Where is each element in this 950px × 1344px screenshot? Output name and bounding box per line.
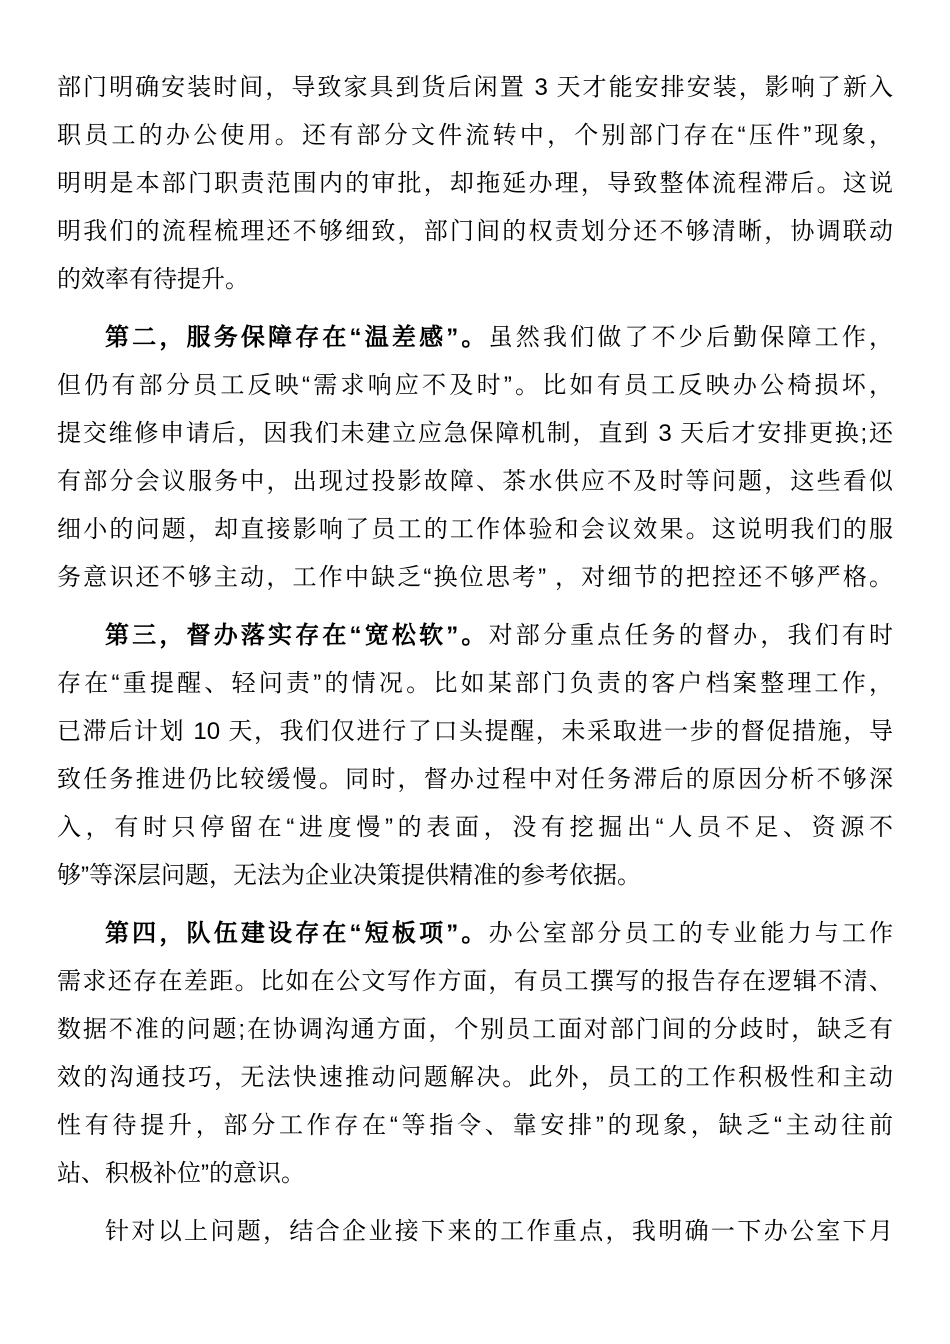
line-text: 够”等深层问题，无法为企业决策提供精准的参考依据。 [57, 862, 641, 889]
line-text: 提交维修申请后，因我们未建立应急保障机制，直到 3 天后才安排更换;还 [57, 420, 893, 447]
line-text: 细小的问题，却直接影响了员工的工作体验和会议效果。这说明我们的服 [57, 516, 893, 543]
line-text: 需求还存在差距。比如在公文写作方面，有员工撰写的报告存在逻辑不清、 [57, 968, 893, 995]
line-text: 存在“重提醒、轻问责”的情况。比如某部门负责的客户档案整理工作， [57, 670, 893, 697]
line-text: 务意识还不够主动，工作中缺乏“换位思考” ，对细节的把控还不够严格。 [57, 564, 893, 591]
line-text: 已滞后计划 10 天，我们仅进行了口头提醒，未采取进一步的督促措施，导 [57, 718, 893, 745]
line-text: 但仍有部分员工反映“需求响应不及时”。比如有员工反映办公椅损坏， [57, 372, 893, 399]
text-line [57, 208, 893, 256]
line-text: 明我们的流程梳理还不够细致，部门间的权责划分还不够清晰，协调联动 [57, 218, 893, 245]
line-text: 针对以上问题，结合企业接下来的工作重点，我明确一下办公室下月 [105, 1218, 893, 1245]
text-line [57, 1054, 893, 1102]
bold-lead: 第四，队伍建设存在“短板项”。 [105, 920, 489, 947]
text-line [57, 506, 893, 554]
line-text: 职员工的办公使用。还有部分文件流转中，个别部门存在“压件”现象， [57, 122, 893, 149]
text-line [57, 958, 893, 1006]
text-line [57, 410, 893, 458]
text-line [57, 1150, 893, 1198]
line-text: 站、积极补位”的意识。 [57, 1160, 305, 1187]
text-line [57, 256, 893, 304]
text-line [57, 64, 893, 112]
line-text: 有部分会议服务中，出现过投影故障、茶水供应不及时等问题，这些看似 [57, 468, 893, 495]
line-text: 入，有时只停留在“进度慢”的表面，没有挖掘出“人员不足、资源不 [57, 814, 893, 841]
line-text: 办公室部分员工的专业能力与工作 [488, 920, 893, 947]
para-closing-next-month [57, 1208, 893, 1256]
para-fourth-team-building [57, 910, 893, 1198]
text-line [57, 804, 893, 852]
text-line [57, 160, 893, 208]
text-line [57, 612, 893, 660]
text-line [57, 756, 893, 804]
line-text: 虽然我们做了不少后勤保障工作， [488, 324, 893, 351]
line-text: 致任务推进仍比较缓慢。同时，督办过程中对任务滞后的原因分析不够深 [57, 766, 893, 793]
para-process-coordination [57, 64, 893, 304]
text-line [57, 458, 893, 506]
text-line [57, 1006, 893, 1054]
line-text: 部门明确安装时间，导致家具到货后闲置 3 天才能安排安装，影响了新入 [57, 74, 893, 101]
text-line [57, 362, 893, 410]
line-text: 的效率有待提升。 [57, 266, 249, 293]
text-line [57, 314, 893, 362]
text-line [57, 708, 893, 756]
text-line [57, 112, 893, 160]
line-text: 明明是本部门职责范围内的审批，却拖延办理，导致整体流程滞后。这说 [57, 170, 893, 197]
line-text: 数据不准的问题;在协调沟通方面，个别员工面对部门间的分歧时，缺乏有 [57, 1016, 893, 1043]
bold-lead: 第二，服务保障存在“温差感”。 [105, 324, 489, 351]
line-text: 性有待提升，部分工作存在“等指令、靠安排”的现象，缺乏“主动往前 [57, 1112, 893, 1139]
para-third-supervision [57, 612, 893, 900]
para-second-service-guarantee [57, 314, 893, 602]
text-line [57, 660, 893, 708]
text-line [57, 910, 893, 958]
text-line [57, 1208, 893, 1256]
text-line [57, 554, 893, 602]
line-text: 对部分重点任务的督办，我们有时 [488, 622, 893, 649]
text-line [57, 1102, 893, 1150]
text-line [57, 852, 893, 900]
line-text: 效的沟通技巧，无法快速推动问题解决。此外，员工的工作积极性和主动 [57, 1064, 893, 1091]
bold-lead: 第三，督办落实存在“宽松软”。 [105, 622, 489, 649]
